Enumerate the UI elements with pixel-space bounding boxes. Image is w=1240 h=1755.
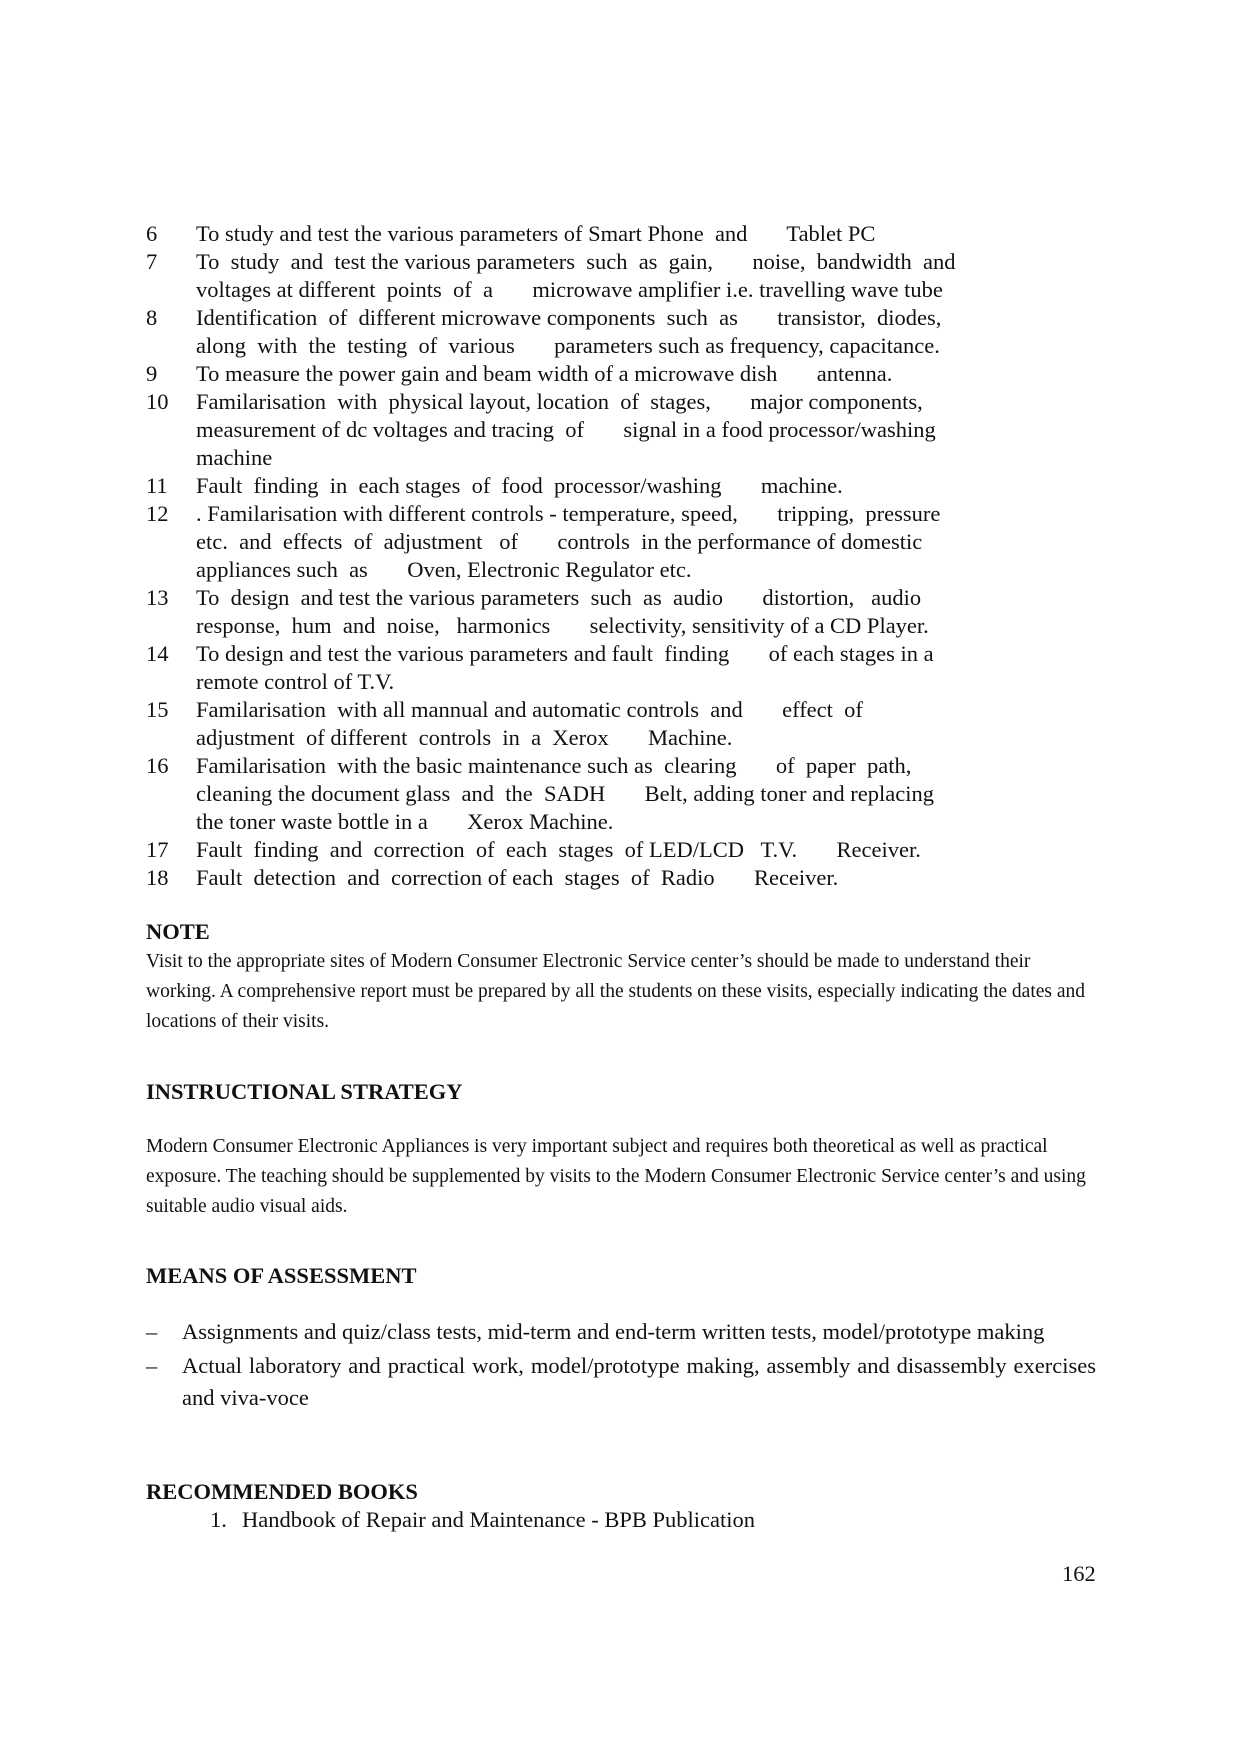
practical-line: To design and test the various parameters such as audio distortion, audio (196, 585, 922, 610)
practical-item (146, 584, 1046, 640)
practical-text (196, 248, 1046, 304)
practical-item (146, 248, 1046, 304)
practical-line: along with the testing of various parameters such as frequency, capacitance. (196, 333, 940, 358)
practical-number: 6 (146, 221, 158, 246)
practical-item (146, 640, 1046, 696)
means-of-assessment-heading: MEANS OF ASSESSMENT (146, 1263, 417, 1288)
practical-text (196, 220, 1046, 248)
practical-number: 13 (146, 585, 169, 610)
practical-text (196, 584, 1046, 640)
practical-line: remote control of T.V. (196, 669, 395, 694)
practical-item (146, 304, 1046, 360)
practical-line: To study and test the various parameters of Smart Phone and Tablet PC (196, 221, 876, 246)
book-number: 1. (210, 1507, 227, 1532)
dash-bullet: – (146, 1319, 158, 1344)
practical-text (196, 500, 1046, 584)
practical-number: 7 (146, 249, 158, 274)
practical-line: To measure the power gain and beam width of a microwave dish antenna. (196, 361, 893, 386)
practical-item (146, 864, 1046, 892)
note-heading: NOTE (146, 919, 210, 944)
practical-number: 12 (146, 501, 169, 526)
assessment-item (146, 1316, 1096, 1348)
practical-text (196, 640, 1046, 696)
practical-number: 8 (146, 305, 158, 330)
instructional-strategy-heading: INSTRUCTIONAL STRATEGY (146, 1079, 463, 1104)
book-title: Handbook of Repair and Maintenance - BPB Publication (242, 1507, 756, 1532)
practical-number: 10 (146, 389, 169, 414)
practical-line: machine (196, 445, 273, 470)
page-number: 162 (1062, 1561, 1096, 1586)
assessment-list (146, 1316, 1096, 1416)
practical-line: Fault finding in each stages of food processor/washing machine. (196, 473, 843, 498)
practical-item (146, 752, 1046, 836)
practical-text (196, 752, 1046, 836)
practical-number: 14 (146, 641, 169, 666)
practical-item (146, 220, 1046, 248)
practical-number: 11 (146, 473, 168, 498)
practical-number: 16 (146, 753, 169, 778)
practical-number: 9 (146, 361, 158, 386)
practical-line: appliances such as Oven, Electronic Regulator etc. (196, 557, 692, 582)
practical-line: To design and test the various parameters and fault finding of each stages in a (196, 641, 934, 666)
recommended-books-heading: RECOMMENDED BOOKS (146, 1479, 418, 1504)
practical-number: 15 (146, 697, 169, 722)
practical-item (146, 696, 1046, 752)
practical-item (146, 500, 1046, 584)
practical-line: Familarisation with physical layout, location of stages, major components, (196, 389, 923, 414)
practical-line: To study and test the various parameters such as gain, noise, bandwidth and (196, 249, 956, 274)
practical-number: 18 (146, 865, 169, 890)
practical-line: voltages at different points of a microwave amplifier i.e. travelling wave tube (196, 277, 943, 302)
practical-line: cleaning the document glass and the SADH Belt, adding toner and replacing (196, 781, 934, 806)
practical-line: measurement of dc voltages and tracing of signal in a food processor/washing (196, 417, 936, 442)
practical-item (146, 836, 1046, 864)
practical-text (196, 360, 1046, 388)
assessment-text: Assignments and quiz/class tests, mid-term and end-term written tests, model/prototype making (182, 1319, 1045, 1344)
practical-line: the toner waste bottle in a Xerox Machine. (196, 809, 614, 834)
practical-text (196, 388, 1046, 472)
practical-line: Fault finding and correction of each stages of LED/LCD T.V. Receiver. (196, 837, 921, 862)
practical-text (196, 472, 1046, 500)
practical-line: adjustment of different controls in a Xerox Machine. (196, 725, 733, 750)
practical-line: Fault detection and correction of each stages of Radio Receiver. (196, 865, 839, 890)
practical-number: 17 (146, 837, 169, 862)
practical-text (196, 836, 1046, 864)
practical-text (196, 696, 1046, 752)
practical-item (146, 388, 1046, 472)
instructional-strategy-body: Modern Consumer Electronic Appliances is very important subject and requires both theoretical as well as practical exposure. The teaching should be supplemented by visits to the Modern Consumer Electronic Service center’s and using suitable audio visual aids. (146, 1136, 1086, 1217)
practical-line: etc. and effects of adjustment of controls in the performance of domestic (196, 529, 923, 554)
assessment-text: Actual laboratory and practical work, model/prototype making, assembly and disassembly exercises and viva-voce (182, 1353, 1096, 1410)
books-list (210, 1506, 755, 1534)
practical-line: response, hum and noise, harmonics selectivity, sensitivity of a CD Player. (196, 613, 929, 638)
note-body: Visit to the appropriate sites of Modern Consumer Electronic Service center’s should be made to understand their working. A comprehensive report must be prepared by all the students on these visits, especially indicating the dates and locations of their visits. (146, 951, 1086, 1032)
practical-item (146, 360, 1046, 388)
practical-text (196, 864, 1046, 892)
practical-line: Familarisation with all mannual and automatic controls and effect of (196, 697, 863, 722)
practical-line: Identification of different microwave components such as transistor, diodes, (196, 305, 942, 330)
assessment-item (146, 1350, 1096, 1414)
practical-line: Familarisation with the basic maintenance such as clearing of paper path, (196, 753, 912, 778)
dash-bullet: – (146, 1353, 158, 1378)
practical-list (146, 220, 1046, 892)
practical-item (146, 472, 1046, 500)
practical-line: . Familarisation with different controls - temperature, speed, tripping, pressure (196, 501, 941, 526)
practical-text (196, 304, 1046, 360)
book-item (210, 1506, 755, 1534)
